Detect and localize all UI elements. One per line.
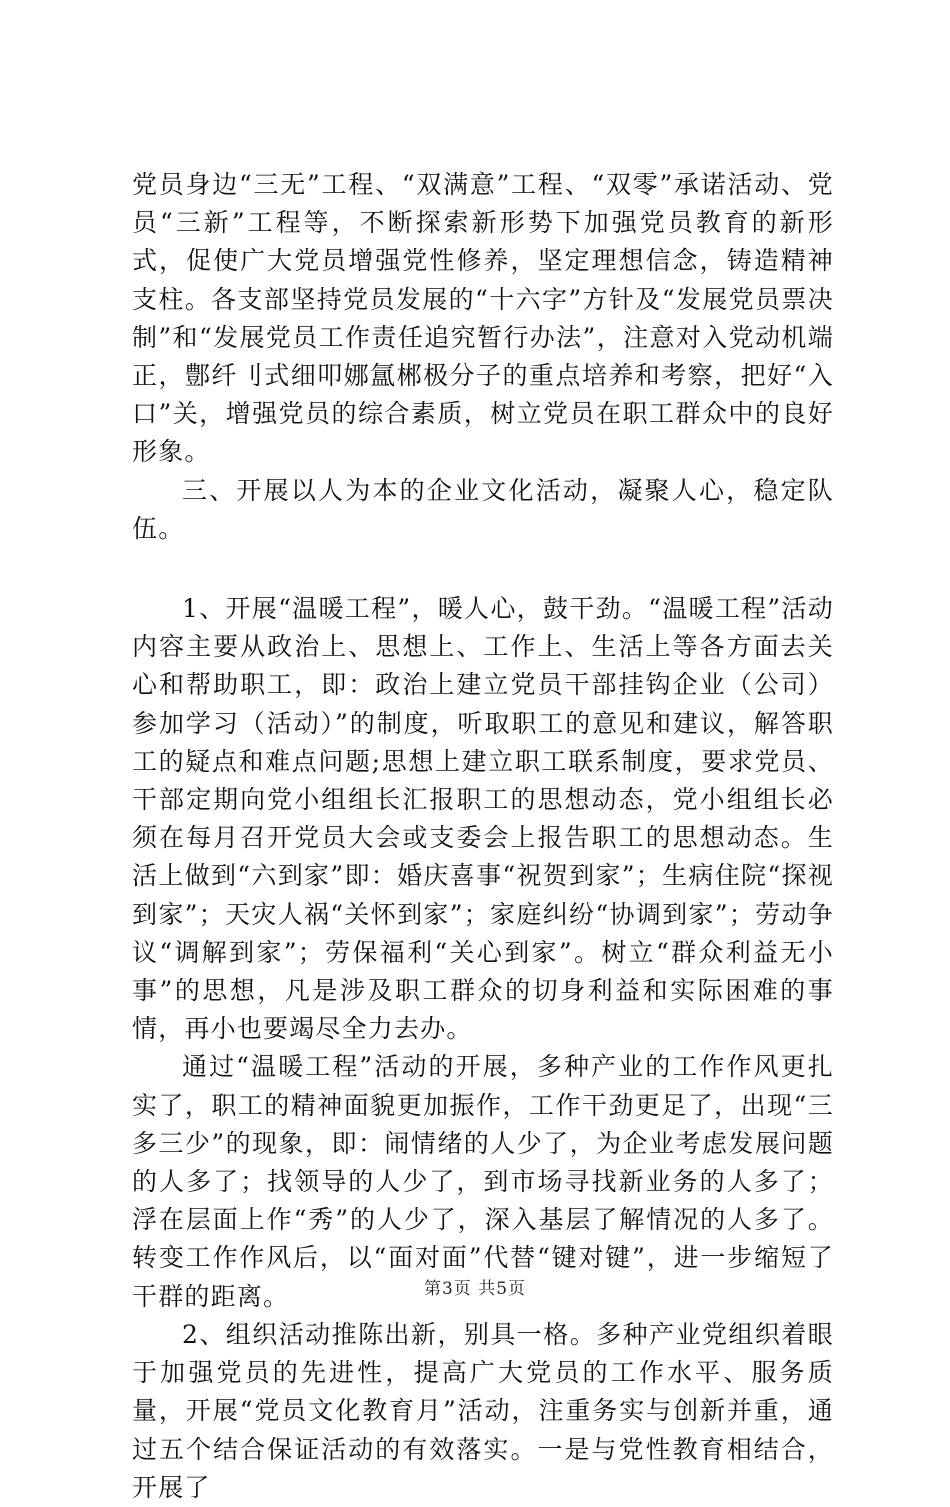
paragraph-warmth-project: 1、开展“温暖工程”，暖人心，鼓干劲。“温暖工程”活动内容主要从政治上、思想上、工作上、生活上等各方面去关心和帮助职工，即：政治上建立党员干部挂钩企业（公司）参加学习（活动）”的制度，听取职工的意见和建议，解答职工的疑点和难点问题;思想上建立职工联系制度，要求党员、干部定期向党小组组长汇报职工的思想动态，党小组组长必须在每月召开党员大会或支委会上报告职工的思想动态。生活上做到“六到家”即：婚庆喜事“祝贺到家”；生病住院“探视到家”；天灾人祸“关怀到家”；家庭纠纷“协调到家”；劳动争议“调解到家”；劳保福利“关心到家”。树立“群众利益无小事”的思想，凡是涉及职工群众的切身利益和实际困难的事情，再小也要竭尽全力去办。 [132,594,834,1044]
document-body [132,166,834,1507]
paragraph-spacer [132,548,834,590]
paragraph-activities: 2、组织活动推陈出新，别具一格。多种产业党组织着眼于加强党员的先进性，提高广大党员的工作水平、服务质量，开展“党员文化教育月”活动，注重务实与创新并重，通过五个结合保证活动的有效落实。一是与党性教育相结合，开展了 [132,1319,834,1502]
page-footer: 第3页 共5页 [423,1279,527,1299]
section-heading-three: 三、开展以人为本的企业文化活动，凝聚人心，稳定队伍。 [132,475,834,543]
paragraph-warmth-results: 通过“温暖工程”活动的开展，多种产业的工作作风更扎实了，职工的精神面貌更加振作，工作干劲更足了，出现“三多三少”的现象，即：闹情绪的人少了，为企业考虑发展问题的人多了；找领导的人少了，到市场寻找新业务的人多了；浮在层面上作“秀”的人少了，深入基层了解情况的人多了。转变工作作风后，以“面对面”代替“键对键”，进一步缩短了干群的距离。 [132,1052,834,1311]
paragraph-party-education: 党员身边“三无”工程、“双满意”工程、“双零”承诺活动、党员“三新”工程等，不断探索新形势下加强党员教育的新形式，促使广大党员增强党性修养，坚定理想信念，铸造精神支柱。各支部坚持党员发展的“十六字”方针及“发展党员票决制”和“发展党员工作责任追究暂行办法”，注意对入党动机端正，鄷纤刂式细叩娜氲郴极分子的重点培养和考察，把好“入口”关，增强党员的综合素质，树立党员在职工群众中的良好形象。 [132,170,834,467]
